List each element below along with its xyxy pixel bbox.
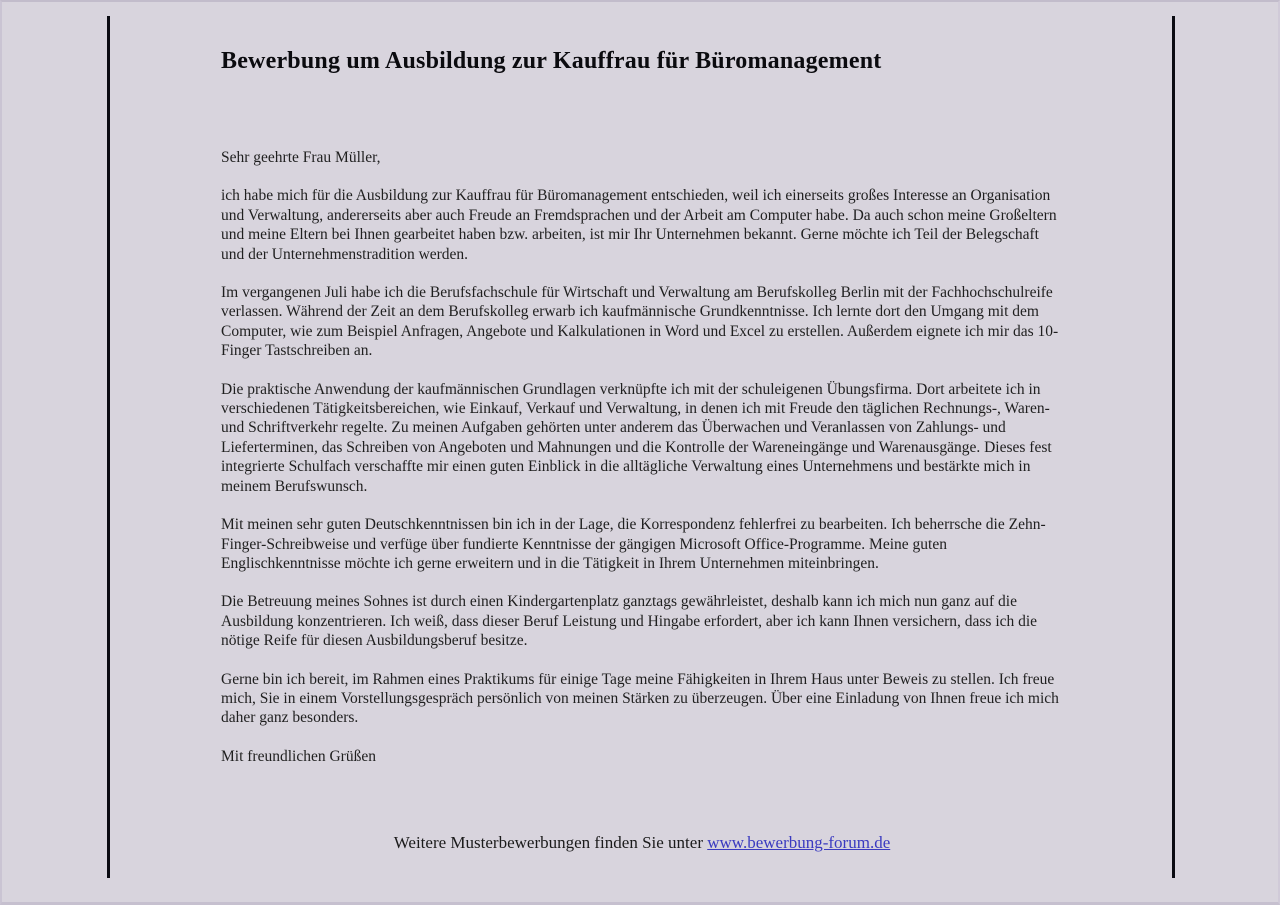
footer-text: Weitere Musterbewerbungen finden Sie unter [393,833,708,852]
footer-link[interactable]: www.bewerbung-forum.de [707,833,891,852]
left-margin-rule [107,16,110,878]
letter-title: Bewerbung um Ausbildung zur Kauffrau für Büromanagement [221,48,882,74]
body-paragraph-3: Die praktische Anwendung der kaufmännischen Grundlagen verknüpfte ich mit der schuleigenen Übungsfirma. Dort arbeitete ich in verschiedenen Tätigkeitsbereichen, wie Einkauf, Verkauf und Verwaltung, in denen ich mit Freude den täglichen Rechnungs-, Waren- und Schriftverkehr regelte. Zu meinen Aufgaben gehörten unter anderem das Überwachen und Veranlassen von Zahlungs- und Lieferterminen, das Schreiben von Angeboten und Mahnungen und die Kontrolle der Wareneingänge und Warenausgänge. Dieses fest integrierte Schulfach verschaffte mir einen guten Einblick in die alltägliche Verwaltung eines Unternehmens und bestärkte mich in meinem Berufswunsch. [221,380,1052,495]
right-margin-rule [1172,16,1175,878]
letter-body [221,2,1064,766]
footer [2,832,1280,854]
salutation: Sehr geehrte Frau Müller, [221,149,381,166]
closing-line: Mit freundlichen Grüßen [221,747,376,765]
body-paragraph-6: Gerne bin ich bereit, im Rahmen eines Praktikums für einige Tage meine Fähigkeiten in Ihrem Haus unter Beweis zu stellen. Ich freue mich, Sie in einem Vorstellungsgespräch persönlich von meinen Stärken zu überzeugen. Über eine Einladung von Ihnen freue ich mich daher ganz besonders. [221,670,1059,727]
body-paragraph-5: Die Betreuung meines Sohnes ist durch einen Kindergartenplatz ganztags gewährleistet, deshalb kann ich mich nun ganz auf die Ausbildung konzentrieren. Ich weiß, dass dieser Beruf Leistung und Hingabe erfordert, aber ich kann Ihnen versichern, dass ich die nötige Reife für diesen Ausbildungsberuf besitze. [221,593,1038,650]
body-paragraph-4: Mit meinen sehr guten Deutschkenntnissen bin ich in der Lage, die Korrespondenz fehlerfrei zu bearbeiten. Ich beherrsche die Zehn-Finger-Schreibweise und verfüge über fundierte Kenntnisse der gängigen Microsoft Office-Programme. Meine guten Englischkenntnisse möchte ich gerne erweitern und in die Tätigkeit in Ihrem Unternehmen miteinbringen. [221,516,1046,572]
body-paragraph-1: ich habe mich für die Ausbildung zur Kauffrau für Büromanagement entschieden, weil ich einerseits großes Interesse an Organisation und Verwaltung, andererseits aber auch Freude an Fremdsprachen und der Arbeit am Computer habe. Da auch schon meine Großeltern und meine Eltern bei Ihnen gearbeitet haben bzw. arbeiten, ist mir Ihr Unternehmen bekannt. Gerne möchte ich Teil der Belegschaft und der Unternehmenstradition werden. [221,187,1057,263]
body-paragraph-2: Im vergangenen Juli habe ich die Berufsfachschule für Wirtschaft und Verwaltung am Berufskolleg Berlin mit der Fachhochschulreife verlassen. Während der Zeit an dem Berufskolleg erwarb ich kaufmännische Grundkenntnisse. Ich lernte dort den Umgang mit dem Computer, wie zum Beispiel Anfragen, Angebote und Kalkulationen in Word und Excel zu erstellen. Außerdem eignete ich mir das 10-Finger Tastschreiben an. [221,284,1059,360]
